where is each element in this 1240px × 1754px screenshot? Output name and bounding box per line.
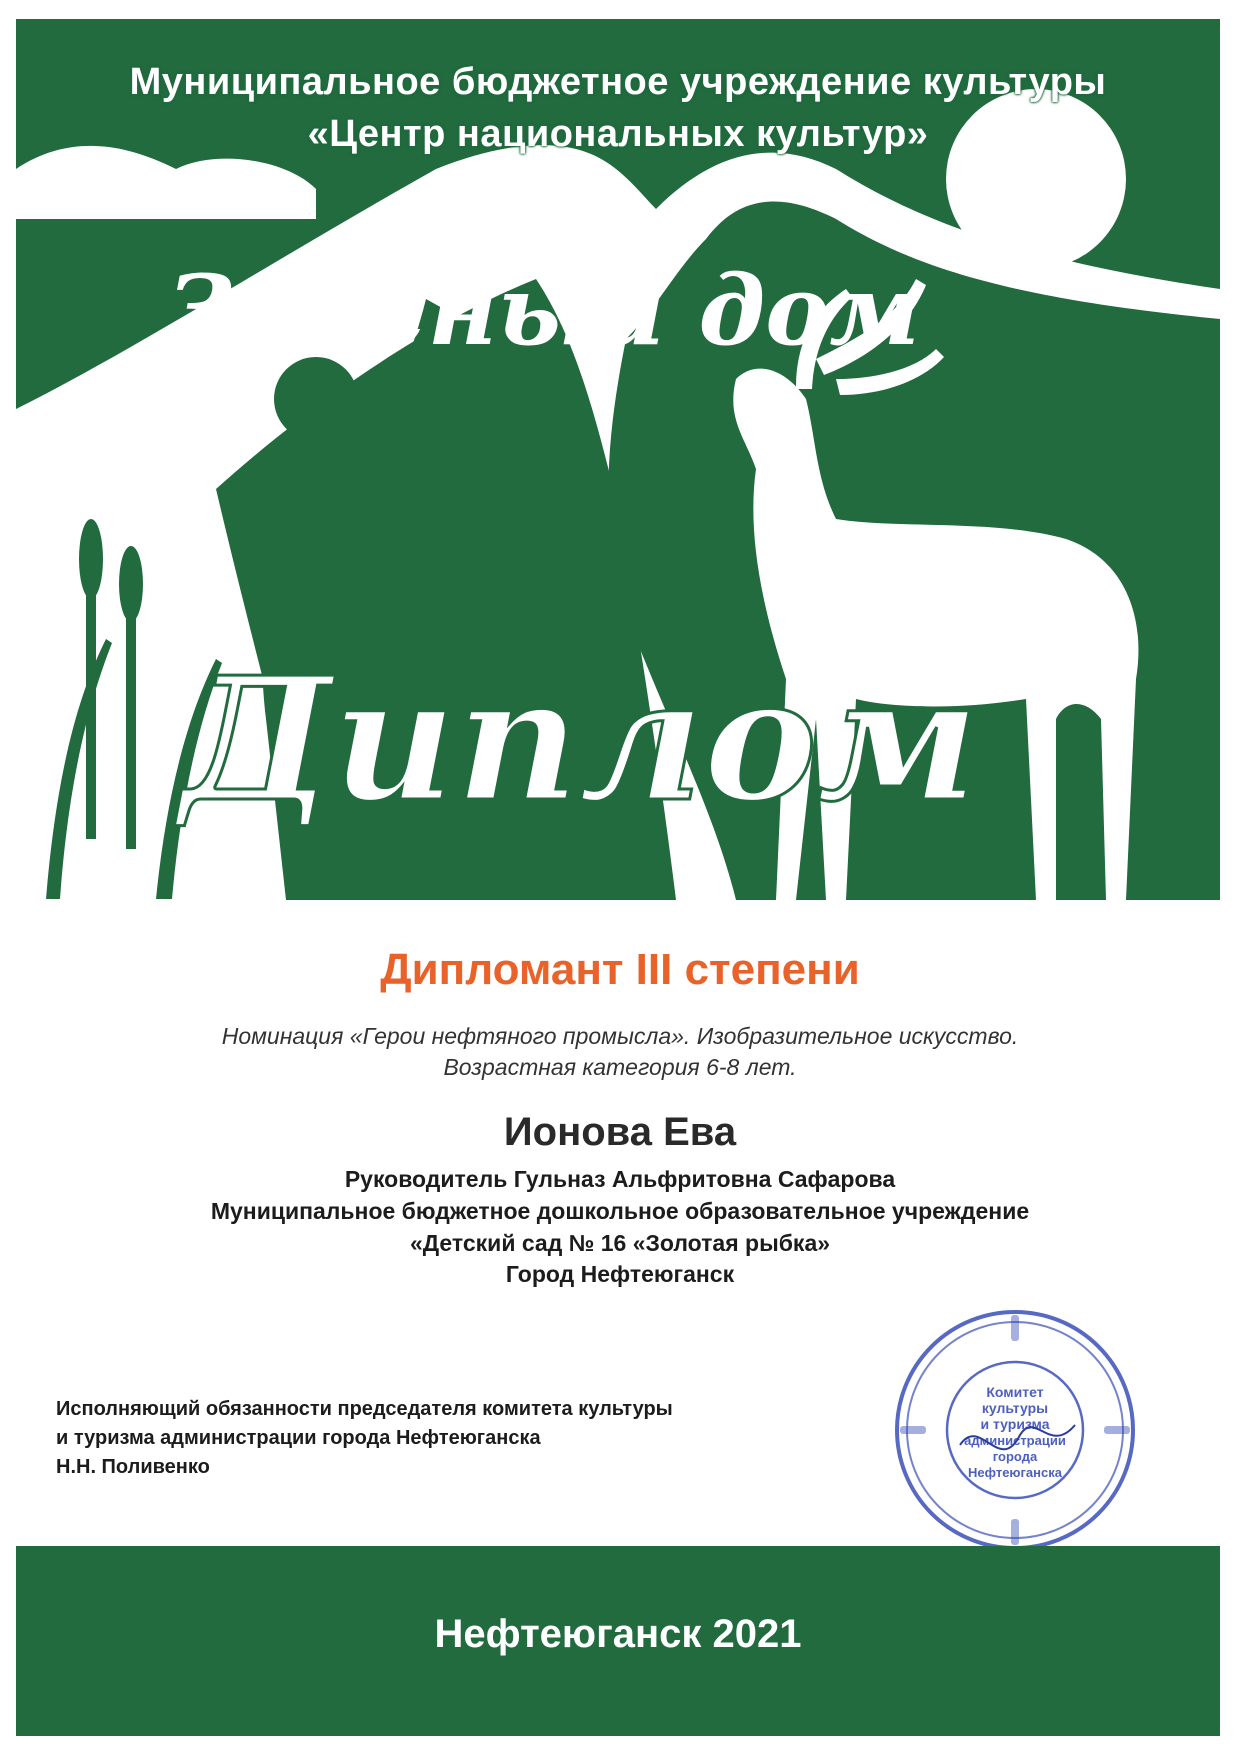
nomination-line2: Возрастная категория 6-8 лет.: [443, 1054, 797, 1080]
recipient-name: Ионова Ева: [503, 1110, 737, 1154]
supervisor-line: Руководитель Гульназ Альфритовна Сафарова: [344, 1166, 896, 1192]
stamp-text-line3: и туризма: [980, 1416, 1050, 1432]
stamp-text-line1: Комитет: [986, 1384, 1044, 1400]
stamp-text-line2: культуры: [981, 1400, 1049, 1416]
footer-city-year: Нефтеюганск 2021: [434, 1612, 802, 1656]
signatory-title-line1: Исполняющий обязанности председателя комитета культуры: [56, 1398, 673, 1420]
project-title-word: Зеленый дом: [166, 254, 921, 367]
organization-name-line1: Муниципальное бюджетное учреждение культуры: [129, 61, 1107, 103]
signatory-name: Н.Н. Поливенко: [56, 1456, 210, 1478]
stamp-text-line5: города: [992, 1449, 1038, 1464]
institution-line1: Муниципальное бюджетное дошкольное образовательное учреждение: [210, 1198, 1030, 1224]
cloud-shape: [16, 146, 316, 219]
stamp-text-line6: Нефтеюганска: [968, 1465, 1062, 1480]
nomination-line1: Номинация «Герои нефтяного промысла». Изобразительное искусство.: [221, 1023, 1019, 1049]
organization-name-line2: «Центр национальных культур»: [307, 113, 929, 155]
stamp-text-line4: администрации: [964, 1433, 1066, 1448]
award-degree-title: Дипломант III степени: [380, 945, 860, 994]
city-line: Город Нефтеюганск: [505, 1261, 735, 1287]
footer-panel: [16, 1546, 1220, 1736]
signatory-title-line2: и туризма администрации города Нефтеюганска: [56, 1427, 541, 1449]
header-illustration-panel: [16, 19, 1220, 900]
official-stamp: [890, 1305, 1140, 1555]
diploma-title-word: Диплом: [181, 640, 979, 840]
institution-line2: «Детский сад № 16 «Золотая рыбка»: [409, 1230, 831, 1256]
